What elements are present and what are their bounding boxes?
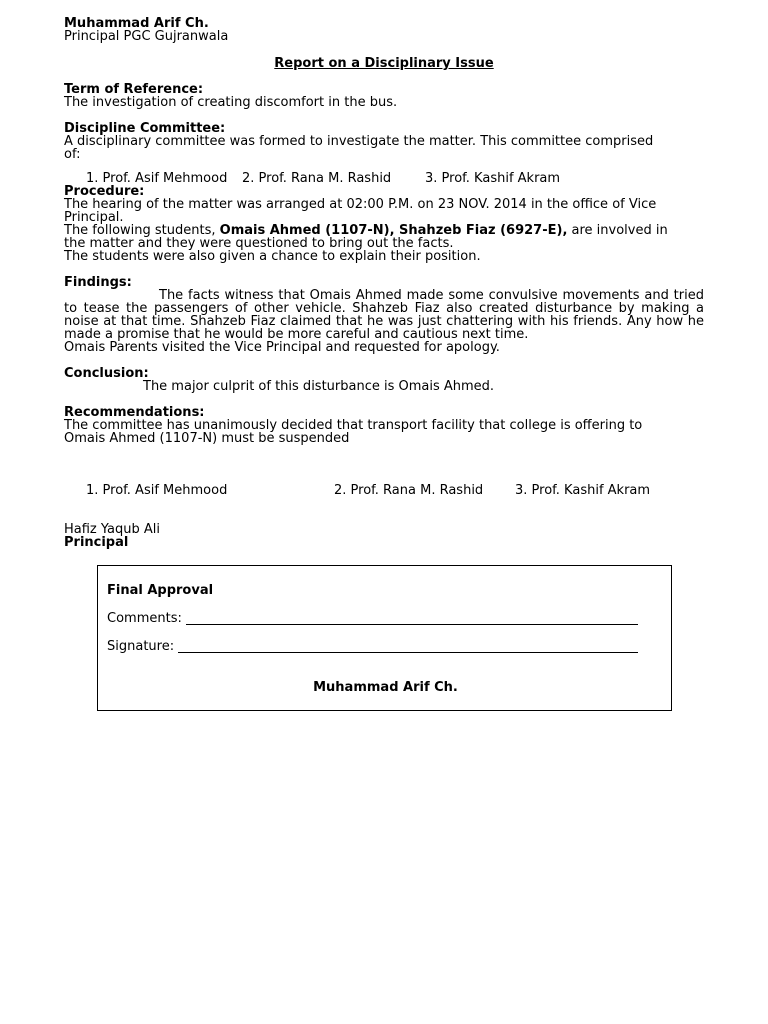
procedure-prefix: The following students, bbox=[64, 223, 216, 238]
report-title: Report on a Disciplinary Issue bbox=[274, 56, 494, 71]
procedure-line: The hearing of the matter was arranged at 02:00 P.M. on 23 NOV. 2014 in the office of Vice bbox=[64, 197, 657, 212]
term-of-reference-heading: Term of Reference: bbox=[64, 82, 204, 97]
signatory-2: 2. Prof. Rana M. Rashid bbox=[334, 483, 484, 498]
committee-text-line: A disciplinary committee was formed to investigate the matter. This committee comprised bbox=[64, 134, 654, 149]
procedure-text bbox=[64, 198, 704, 263]
signature-row bbox=[107, 640, 638, 653]
recommendations-heading: Recommendations: bbox=[64, 405, 205, 420]
findings-heading: Findings: bbox=[64, 275, 132, 290]
discipline-committee-heading: Discipline Committee: bbox=[64, 121, 226, 136]
findings-text bbox=[64, 289, 704, 341]
signatory-1: 1. Prof. Asif Mehmood bbox=[86, 483, 228, 498]
signature-label: Signature: bbox=[107, 639, 175, 654]
conclusion-text bbox=[64, 380, 704, 393]
term-of-reference-text: The investigation of creating discomfort in the bus. bbox=[64, 95, 398, 110]
recommendations-line: The committee has unanimously decided that transport facility that college is offering to bbox=[64, 418, 643, 433]
final-approval-title: Final Approval bbox=[107, 583, 214, 598]
signatory-3: 3. Prof. Kashif Akram bbox=[515, 483, 651, 498]
committee-member-3: 3. Prof. Kashif Akram bbox=[425, 171, 561, 186]
author-name: Muhammad Arif Ch. bbox=[64, 16, 209, 31]
conclusion-sentence: The major culprit of this disturbance is Omais Ahmed. bbox=[143, 379, 495, 394]
signature-line[interactable] bbox=[178, 640, 638, 653]
signoff-name: Hafiz Yaqub Ali bbox=[64, 522, 160, 537]
procedure-suffix: are involved in bbox=[571, 223, 668, 238]
signoff-designation: Principal bbox=[64, 535, 129, 550]
student-names: Omais Ahmed (1107-N), Shahzeb Fiaz (6927-E), bbox=[219, 223, 568, 238]
conclusion-heading: Conclusion: bbox=[64, 366, 149, 381]
committee-member-1: 1. Prof. Asif Mehmood bbox=[86, 171, 228, 186]
author-designation: Principal PGC Gujranwala bbox=[64, 29, 229, 44]
recommendations-text bbox=[64, 419, 704, 445]
recommendations-line: Omais Ahmed (1107-N) must be suspended bbox=[64, 431, 350, 446]
findings-paragraph: The facts witness that Omais Ahmed made some convulsive movements and tried to tease the passengers of other vehicle. Shahzeb Fiaz also created disturbance by making a noise at that time. Shahzeb Fiaz claimed that he was just chattering with his friends. Any how he made a promise that he would be more careful and cautious next time. bbox=[64, 288, 704, 342]
procedure-line: Principal. bbox=[64, 210, 124, 225]
approver-name: Muhammad Arif Ch. bbox=[313, 680, 458, 695]
committee-member-2: 2. Prof. Rana M. Rashid bbox=[242, 171, 392, 186]
comments-label: Comments: bbox=[107, 611, 182, 626]
procedure-line: the matter and they were questioned to bring out the facts. bbox=[64, 236, 454, 251]
procedure-heading: Procedure: bbox=[64, 184, 145, 199]
findings-last-line: Omais Parents visited the Vice Principal and requested for apology. bbox=[64, 340, 500, 355]
comments-line[interactable] bbox=[186, 612, 638, 625]
committee-text-line: of: bbox=[64, 147, 81, 162]
procedure-line: The students were also given a chance to explain their position. bbox=[64, 249, 481, 264]
final-approval-box bbox=[97, 565, 672, 711]
comments-row bbox=[107, 612, 638, 625]
discipline-committee-text bbox=[64, 135, 704, 161]
